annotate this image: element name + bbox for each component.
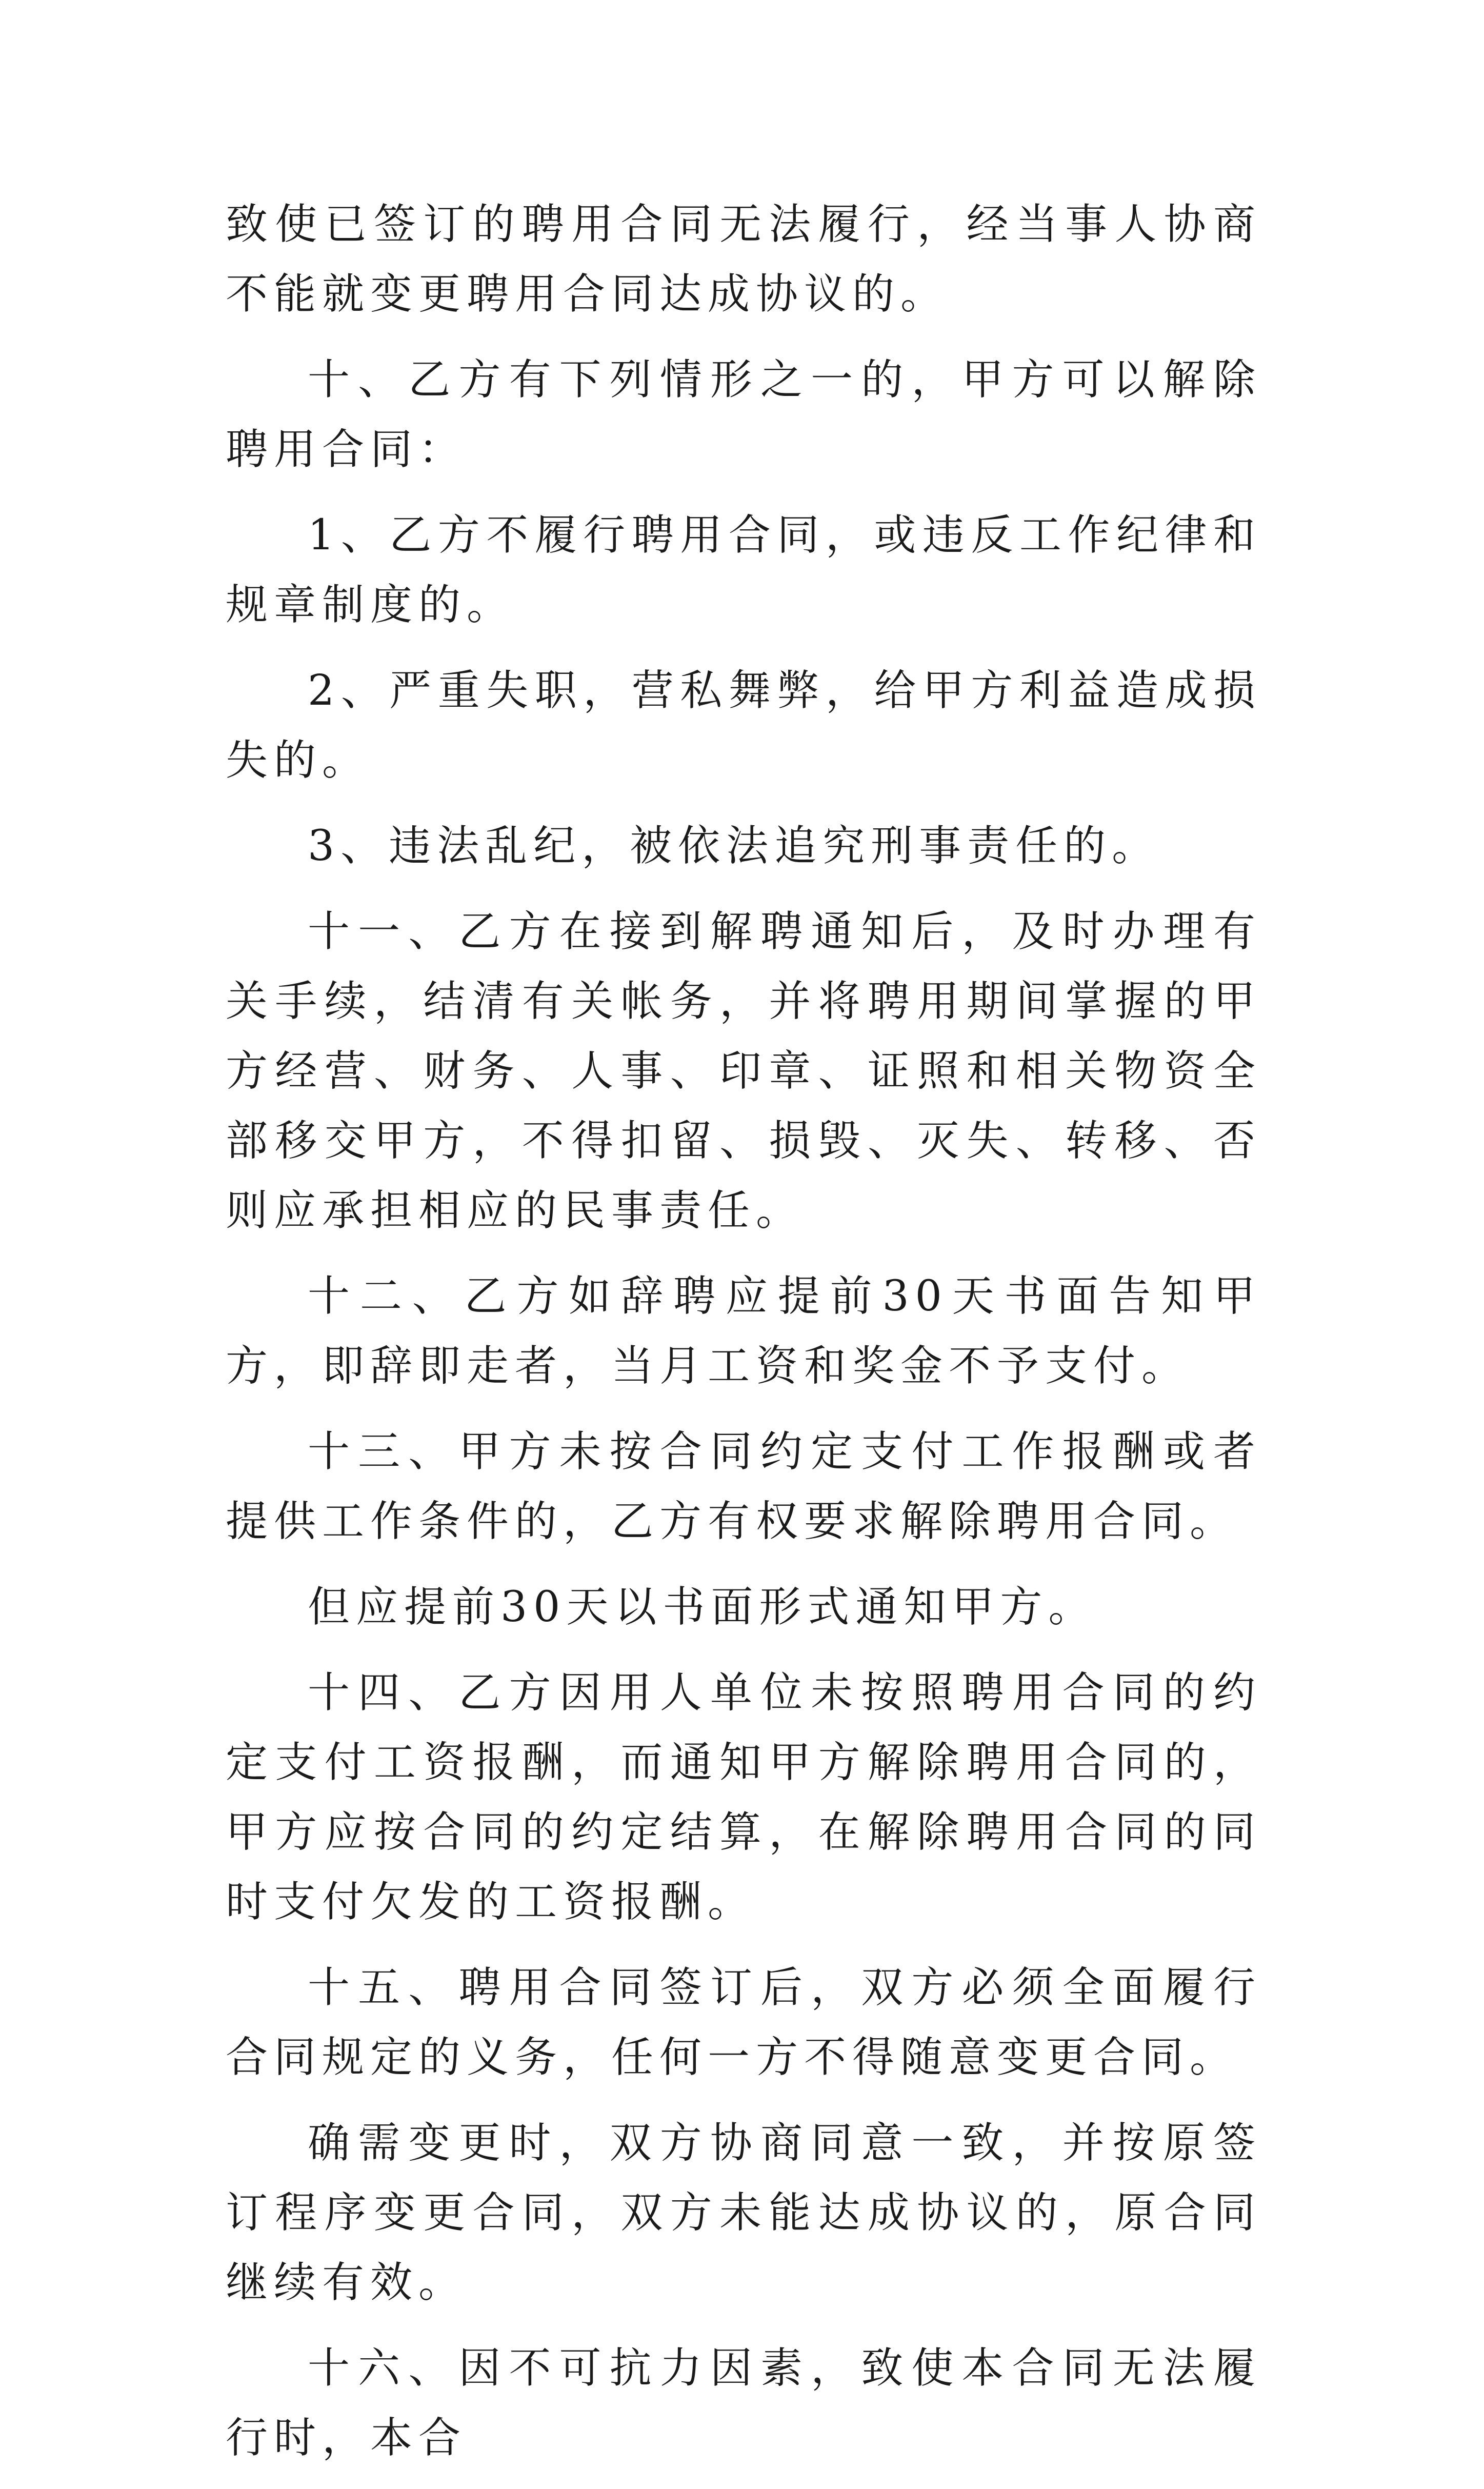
paragraph: 但应提前30天以书面形式通知甲方。 — [308, 1583, 1097, 1631]
paragraph: 确需变更时，双方协商同意一致，并按原签订程序变更合同，双方未能达成协议的，原合同继续有效。 — [226, 2119, 1261, 2307]
paragraph: 十二、乙方如辞聘应提前30天书面告知甲方，即辞即走者，当月工资和奖金不予支付。 — [226, 1272, 1261, 1390]
paragraph: 2、严重失职，营私舞弊，给甲方利益造成损失的。 — [226, 666, 1261, 785]
paragraph: 致使已签订的聘用合同无法履行，经当事人协商不能就变更聘用合同达成协议的。 — [226, 200, 1261, 318]
paragraph: 十、乙方有下列情形之一的，甲方可以解除聘用合同： — [226, 355, 1261, 474]
paragraph: 十六、因不可抗力因素，致使本合同无法履行时，本合 — [226, 2344, 1261, 2462]
document-body — [226, 190, 1261, 2489]
paragraph: 十一、乙方在接到解聘通知后，及时办理有关手续，结清有关帐务，并将聘用期间掌握的甲方经营、财务、人事、印章、证照和相关物资全部移交甲方，不得扣留、损毁、灭失、转移、否则应承担相应的民事责任。 — [226, 907, 1261, 1235]
paragraph: 十三、甲方未按合同约定支付工作报酬或者提供工作条件的，乙方有权要求解除聘用合同。 — [226, 1427, 1261, 1546]
paragraph: 1、乙方不履行聘用合同，或违反工作纪律和规章制度的。 — [226, 511, 1261, 629]
paragraph: 十五、聘用合同签订后，双方必须全面履行合同规定的义务，任何一方不得随意变更合同。 — [226, 1963, 1261, 2082]
paragraph: 十四、乙方因用人单位未按照聘用合同的约定支付工资报酬，而通知甲方解除聘用合同的，甲方应按合同的约定结算，在解除聘用合同的同时支付欠发的工资报酬。 — [226, 1668, 1261, 1926]
paragraph: 3、违法乱纪，被依法追究刑事责任的。 — [308, 822, 1160, 870]
